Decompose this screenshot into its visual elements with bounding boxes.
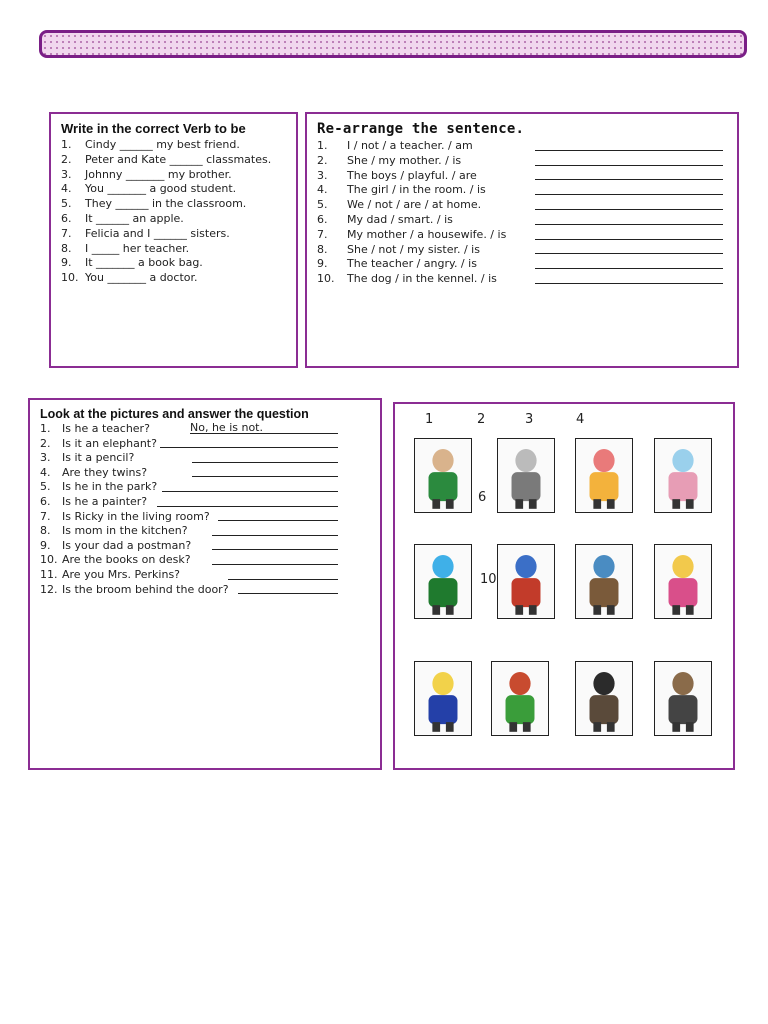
rearrange-exercise-item-text: My dad / smart. / is bbox=[347, 212, 453, 226]
verb-exercise-item-text: It ______ an apple. bbox=[85, 211, 184, 225]
answer-blank[interactable] bbox=[218, 510, 338, 522]
answer-blank[interactable] bbox=[192, 451, 338, 463]
verb-exercise-item-number: 1. bbox=[61, 138, 72, 151]
twins-birthday-icon bbox=[654, 438, 712, 513]
pictures-question-item-text: Is he a teacher? bbox=[62, 422, 150, 435]
pictures-question-item bbox=[40, 480, 375, 495]
rearrange-exercise-item-number: 4. bbox=[317, 183, 328, 197]
pictures-question-item-text: Is your dad a postman? bbox=[62, 538, 192, 552]
verb-exercise-item-text: Cindy ______ my best friend. bbox=[85, 138, 240, 151]
pictures-question-item-number: 11. bbox=[40, 567, 58, 581]
pictures-question-item-text: Is it a pencil? bbox=[62, 451, 135, 465]
answer-blank[interactable] bbox=[212, 539, 338, 551]
pictures-question-item-number: 4. bbox=[40, 465, 51, 479]
answer-blank[interactable] bbox=[535, 209, 723, 210]
rearrange-exercise-item-text: I / not / a teacher. / am bbox=[347, 139, 473, 152]
pictures-question-item-text: Are the books on desk? bbox=[62, 553, 191, 567]
answer-blank[interactable] bbox=[535, 150, 723, 151]
answer-blank[interactable] bbox=[162, 480, 338, 492]
verb-exercise-item-number: 9. bbox=[61, 256, 72, 270]
rearrange-exercise-item-text: The girl / in the room. / is bbox=[347, 183, 486, 197]
mom-cooking-icon bbox=[654, 544, 712, 619]
rearrange-exercise-item-number: 8. bbox=[317, 242, 328, 256]
verb-exercise-item-text: Felicia and I ______ sisters. bbox=[85, 226, 230, 240]
answer-blank[interactable] bbox=[535, 224, 723, 225]
rearrange-exercise-item bbox=[317, 213, 732, 228]
verb-exercise-item bbox=[61, 227, 296, 242]
pictures-question-item-number: 6. bbox=[40, 494, 51, 508]
pictures-question-box bbox=[28, 398, 382, 770]
pictures-question-item bbox=[40, 510, 375, 525]
verb-exercise-item-number: 3. bbox=[61, 167, 72, 181]
pictures-question-item bbox=[40, 568, 375, 583]
answer-blank[interactable] bbox=[535, 283, 723, 284]
rearrange-exercise-item bbox=[317, 272, 732, 287]
verb-exercise-item-number: 5. bbox=[61, 197, 72, 211]
man-umbrella-icon bbox=[575, 661, 633, 736]
verb-exercise-item-text: You _______ a doctor. bbox=[85, 271, 198, 285]
rearrange-exercise-item-number: 10. bbox=[317, 272, 335, 286]
picture-column-number: 4 bbox=[576, 412, 585, 427]
kitchen-room-icon bbox=[575, 544, 633, 619]
verb-exercise-item bbox=[61, 212, 296, 227]
rearrange-exercise-item-number: 3. bbox=[317, 168, 328, 182]
pictures-question-item-text: Is the broom behind the door? bbox=[62, 582, 229, 596]
picture-column-number: 1 bbox=[425, 412, 434, 427]
answer-blank[interactable] bbox=[212, 524, 338, 536]
answer-blank[interactable] bbox=[212, 553, 338, 565]
rearrange-exercise-item bbox=[317, 154, 732, 169]
verb-exercise-title: Write in the correct Verb to be bbox=[61, 121, 246, 136]
rearrange-exercise-item bbox=[317, 257, 732, 272]
math-teacher-icon bbox=[414, 544, 472, 619]
picture-grid-box bbox=[393, 402, 735, 770]
pictures-question-item-number: 10. bbox=[40, 553, 58, 567]
pictures-question-item-number: 2. bbox=[40, 436, 51, 450]
pictures-question-item bbox=[40, 437, 375, 452]
verb-exercise-item-number: 7. bbox=[61, 226, 72, 240]
verb-exercise-item bbox=[61, 138, 296, 153]
rearrange-exercise-list bbox=[317, 139, 732, 287]
verb-exercise-item bbox=[61, 242, 296, 257]
pictures-question-item bbox=[40, 422, 375, 437]
answer-blank[interactable]: No, he is not. bbox=[190, 422, 338, 434]
rearrange-exercise-item-number: 7. bbox=[317, 227, 328, 241]
verb-exercise-item-text: They ______ in the classroom. bbox=[85, 197, 247, 211]
broom-bucket-icon bbox=[654, 661, 712, 736]
answer-blank[interactable] bbox=[160, 437, 338, 449]
rearrange-exercise-item-number: 1. bbox=[317, 139, 328, 152]
verb-exercise-box bbox=[49, 112, 298, 368]
rearrange-exercise-item-text: We / not / are / at home. bbox=[347, 198, 482, 212]
verb-exercise-list bbox=[61, 138, 296, 286]
rearrange-exercise-item bbox=[317, 198, 732, 213]
rearrange-exercise-item-number: 2. bbox=[317, 153, 328, 167]
verb-exercise-item bbox=[61, 153, 296, 168]
pictures-question-title: Look at the pictures and answer the question bbox=[40, 407, 309, 421]
rearrange-exercise-title: Re-arrange the sentence. bbox=[317, 121, 525, 137]
rearrange-exercise-item bbox=[317, 139, 732, 154]
verb-exercise-item-number: 10. bbox=[61, 271, 79, 285]
pictures-question-item bbox=[40, 553, 375, 568]
picture-column-number: 3 bbox=[525, 412, 534, 427]
verb-exercise-item bbox=[61, 168, 296, 183]
verb-exercise-item-number: 6. bbox=[61, 211, 72, 225]
verb-exercise-item-number: 2. bbox=[61, 152, 72, 166]
pictures-question-item-text: Is he in the park? bbox=[62, 480, 158, 494]
title-banner bbox=[39, 30, 747, 58]
pictures-question-item-text: Is it an elephant? bbox=[62, 436, 157, 450]
pencil-icon bbox=[575, 438, 633, 513]
rearrange-exercise-item-text: The dog / in the kennel. / is bbox=[347, 272, 497, 286]
pictures-question-item-number: 12. bbox=[40, 582, 58, 596]
rearrange-exercise-item-text: The boys / playful. / are bbox=[347, 168, 477, 182]
answer-blank[interactable] bbox=[238, 583, 338, 595]
verb-exercise-item-text: It _______ a book bag. bbox=[85, 256, 203, 270]
answer-blank[interactable] bbox=[535, 239, 723, 240]
policeman-icon bbox=[414, 661, 472, 736]
pictures-question-item-number: 7. bbox=[40, 509, 51, 523]
pictures-question-list bbox=[40, 422, 375, 597]
answer-blank[interactable] bbox=[535, 179, 723, 180]
books-stack-icon bbox=[491, 661, 549, 736]
pictures-question-item-number: 5. bbox=[40, 480, 51, 494]
painter-icon bbox=[497, 544, 555, 619]
answer-blank[interactable] bbox=[157, 495, 338, 507]
answer-blank[interactable] bbox=[535, 268, 723, 269]
rearrange-exercise-item-text: She / not / my sister. / is bbox=[347, 242, 480, 256]
football-player-icon bbox=[414, 438, 472, 513]
rearrange-exercise-item bbox=[317, 243, 732, 258]
verb-exercise-item-text: Johnny _______ my brother. bbox=[85, 167, 232, 181]
verb-exercise-item-text: Peter and Kate ______ classmates. bbox=[85, 152, 272, 166]
rearrange-exercise-item bbox=[317, 228, 732, 243]
verb-exercise-item bbox=[61, 256, 296, 271]
rearrange-exercise-item-text: My mother / a housewife. / is bbox=[347, 227, 507, 241]
rearrange-exercise-item bbox=[317, 169, 732, 184]
pictures-question-item-number: 8. bbox=[40, 524, 51, 538]
picture-column-number: 2 bbox=[477, 412, 486, 427]
verb-exercise-item bbox=[61, 271, 296, 286]
verb-exercise-item-text: I _____ her teacher. bbox=[85, 241, 190, 255]
pictures-question-item-text: Is mom in the kitchen? bbox=[62, 524, 188, 538]
pictures-question-item-number: 3. bbox=[40, 451, 51, 465]
pictures-question-item-text: Is he a painter? bbox=[62, 494, 148, 508]
pictures-question-item bbox=[40, 539, 375, 554]
verb-exercise-item-number: 4. bbox=[61, 182, 72, 196]
rearrange-exercise-item-number: 9. bbox=[317, 257, 328, 271]
verb-exercise-item bbox=[61, 182, 296, 197]
elephant-icon bbox=[497, 438, 555, 513]
rearrange-exercise-item-number: 6. bbox=[317, 212, 328, 226]
pictures-question-item-number: 1. bbox=[40, 422, 51, 435]
rearrange-exercise-box bbox=[305, 112, 739, 368]
answer-blank[interactable] bbox=[228, 568, 338, 580]
pictures-question-item bbox=[40, 524, 375, 539]
rearrange-exercise-item-number: 5. bbox=[317, 198, 328, 212]
verb-exercise-item-text: You _______ a good student. bbox=[85, 182, 237, 196]
rearrange-exercise-item bbox=[317, 183, 732, 198]
verb-exercise-item bbox=[61, 197, 296, 212]
pictures-question-item bbox=[40, 466, 375, 481]
picture-row-number: 10 bbox=[480, 572, 497, 587]
picture-row-number: 6 bbox=[478, 490, 487, 505]
answer-blank[interactable] bbox=[192, 466, 338, 478]
rearrange-exercise-item-text: She / my mother. / is bbox=[347, 153, 462, 167]
pictures-question-item-number: 9. bbox=[40, 538, 51, 552]
pictures-question-item-text: Are you Mrs. Perkins? bbox=[62, 567, 181, 581]
pictures-question-item bbox=[40, 495, 375, 510]
pictures-question-item bbox=[40, 583, 375, 598]
answer-blank[interactable] bbox=[535, 253, 723, 254]
pictures-question-item-text: Are they twins? bbox=[62, 465, 148, 479]
pictures-question-item bbox=[40, 451, 375, 466]
rearrange-exercise-item-text: The teacher / angry. / is bbox=[347, 257, 477, 271]
answer-blank[interactable] bbox=[535, 194, 723, 195]
pictures-question-item-text: Is Ricky in the living room? bbox=[62, 509, 210, 523]
verb-exercise-item-number: 8. bbox=[61, 241, 72, 255]
answer-blank[interactable] bbox=[535, 165, 723, 166]
